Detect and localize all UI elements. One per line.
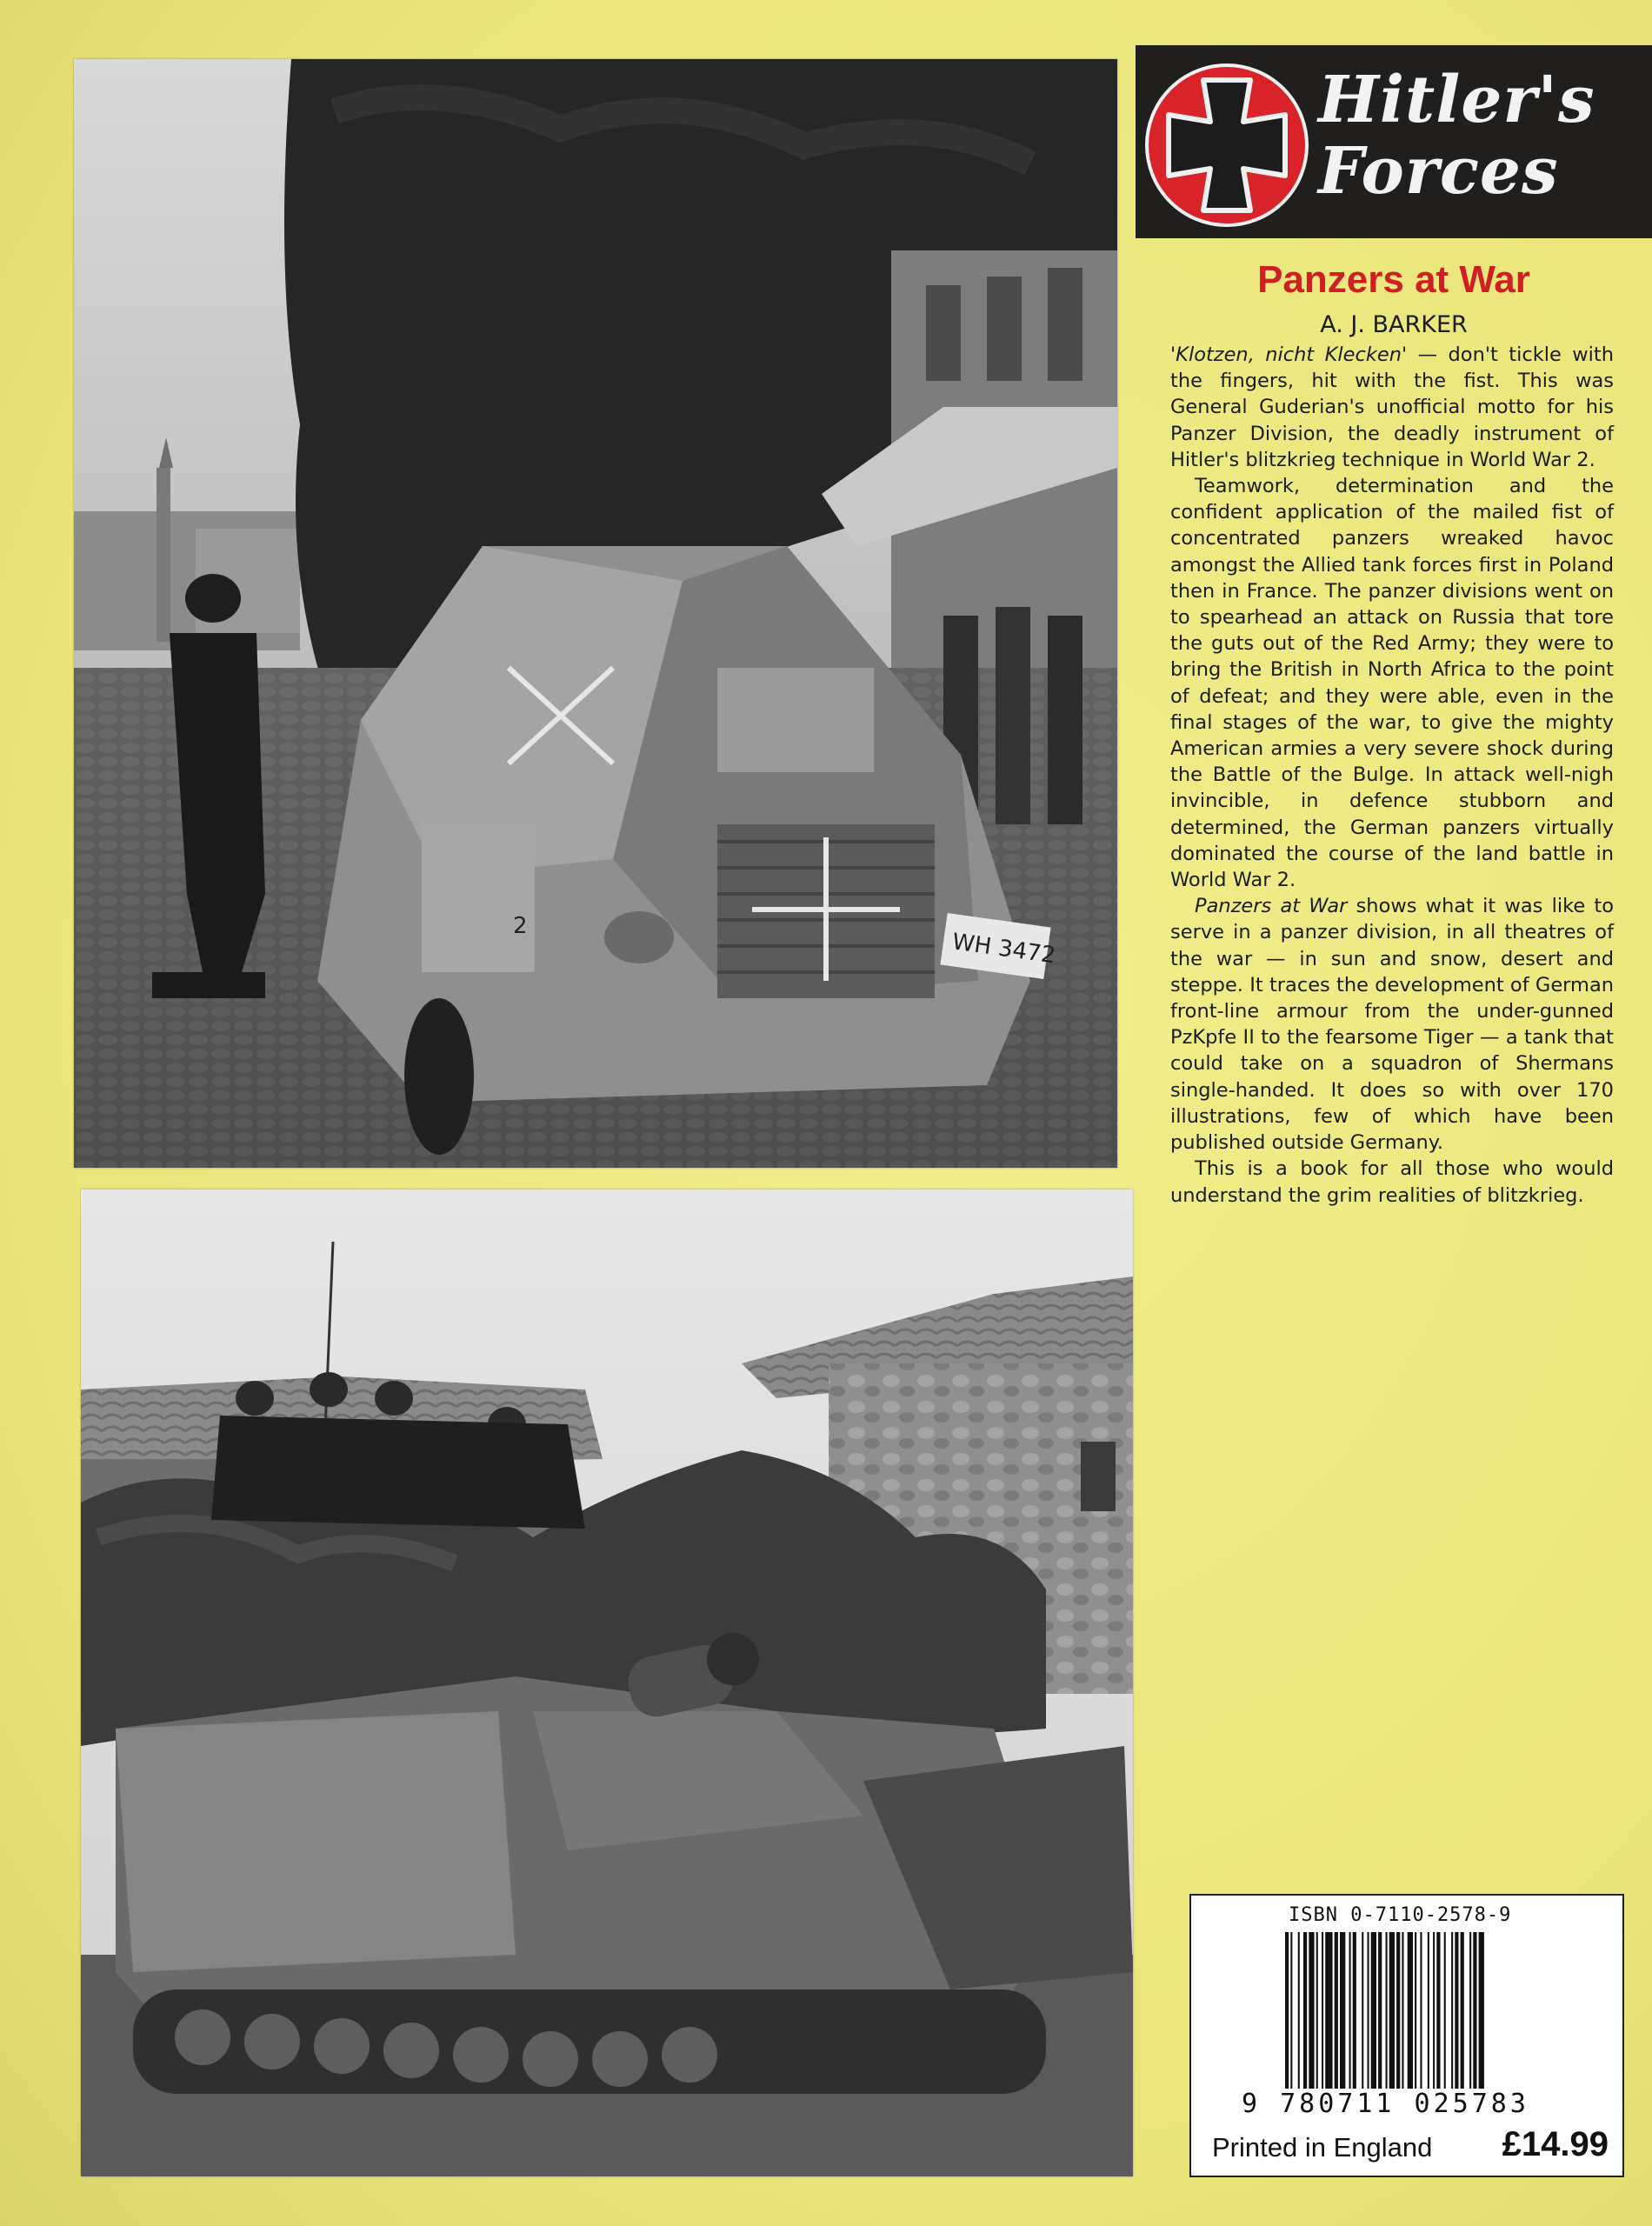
photo-assault-gun [81,1190,1133,2176]
blurb-paragraph-2: Teamwork, determination and the confident application of the mailed fist of concentrated panzers wreaked havoc amongst the Allied tank forces first in Poland then in France. The panzer divisions went on to spearhead an attack on Russia that tore the guts out of the Red Army; they were to bring the British in North Africa to the point of defeat; and they were able, even in the final stages of the war, to give the mighty American armies a very severe shock during the Battle of the Bulge. In attack well-nigh invincible, in defence stubborn and determined, the German panzers virtually dominated the course of the land battle in World War 2. [1170,475,1614,892]
price-label: £14.99 [1502,2125,1609,2163]
printed-in-label: Printed in England [1212,2132,1433,2163]
isbn-text: ISBN 0-7110-2578-9 [1289,1904,1512,1926]
blurb-text [1170,342,1614,1209]
book-title: Panzers at War [1257,258,1530,301]
motto: 'Klotzen, nicht Klecken' [1170,343,1408,366]
author-name: A. J. BARKER [1320,311,1468,338]
blurb-paragraph-4: This is a book for all those who would understand the grim realities of blitzkrieg. [1170,1157,1614,1207]
series-banner [1136,45,1652,238]
side-number: 2 [513,913,528,939]
barcode-box [1189,1894,1624,2177]
blurb-paragraph-3: Panzers at War shows what it was like to serve in a panzer division, in all theatres of the war — in sun and snow, desert and steppe. It traces the development of German front-line armour from the under-gunned PzKpfe II to the fearsome Tiger — a tank that could take on a squadron of Shermans single-handed. It does so with over 170 illustrations, few of which have been published outside Germany. [1170,895,1614,1155]
number-plate: WH 3472 [950,929,1057,970]
armoured-car-image [74,59,1117,1168]
barcode-digits: 9 780711 025783 [1242,2089,1529,2119]
barcode-icon [1285,1932,1537,2089]
series-title: Hitler's Forces [1318,63,1595,209]
book-title-inline: Panzers at War [1195,895,1348,918]
assault-gun-image [81,1190,1133,2176]
photo-armoured-car [74,59,1117,1168]
blurb-paragraph-1: 'Klotzen, nicht Klecken' — don't tickle with the fingers, hit with the fist. This was General Guderian's unofficial motto for his Panzer Division, the deadly instrument of Hitler's blitzkrieg technique in World War 2. [1170,343,1614,471]
